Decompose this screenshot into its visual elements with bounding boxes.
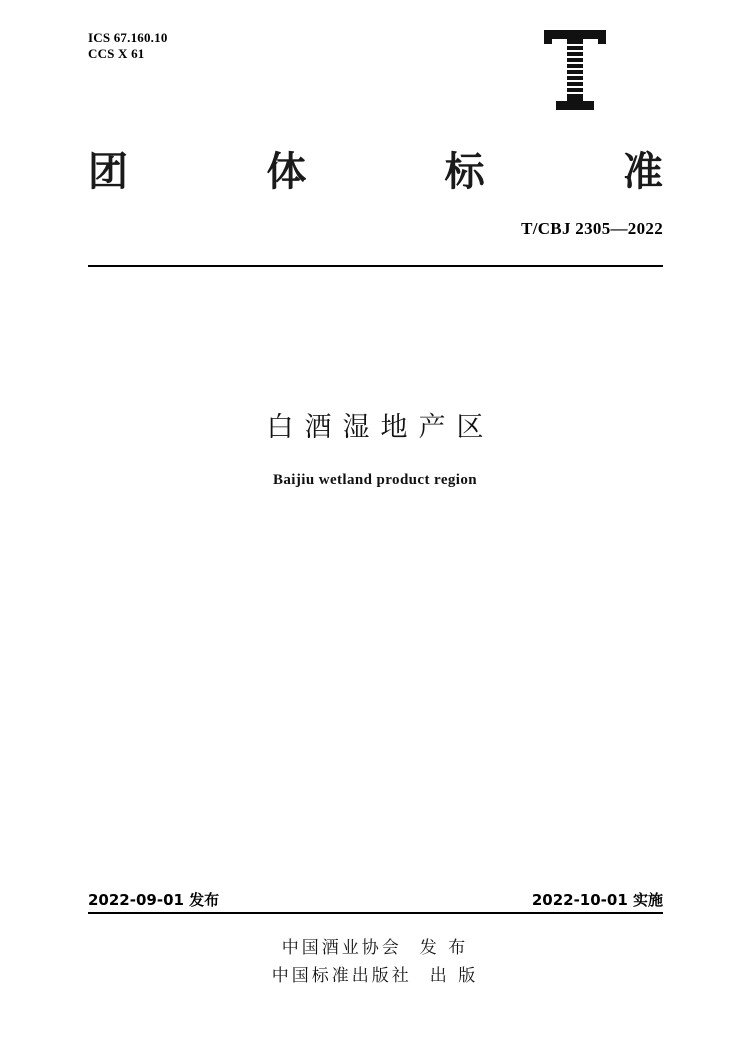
header-divider xyxy=(88,265,663,267)
publisher-action: 发 布 xyxy=(419,938,469,958)
issue-date: 2022-09-01 发布 xyxy=(88,891,220,909)
publisher-organization: 中国酒业协会 xyxy=(281,938,402,958)
page-title-char-3: 标 xyxy=(444,149,485,195)
page-title-char-1: 团 xyxy=(88,149,128,195)
page-title-char-4: 准 xyxy=(622,149,663,195)
publisher-organization: 中国标准出版社 xyxy=(271,966,412,986)
publisher-block xyxy=(0,934,750,990)
t-logo-icon xyxy=(540,28,610,114)
publisher-row xyxy=(0,934,750,962)
implementation-date: 2022-10-01 实施 xyxy=(531,891,663,909)
publisher-row xyxy=(0,962,750,990)
publisher-action: 出 版 xyxy=(429,966,479,986)
ccs-code: CCS X 61 xyxy=(88,46,145,61)
standard-number: T/CBJ 2305—2022 xyxy=(521,219,663,238)
page-title xyxy=(88,140,663,197)
document-title-chinese: 白酒湿地产区 xyxy=(266,412,495,443)
document-title-english: Baijiu wetland product region xyxy=(273,472,477,488)
classification-codes xyxy=(88,30,168,62)
page-title-char-2: 体 xyxy=(266,149,307,195)
ics-code: ICS 67.160.10 xyxy=(88,30,168,45)
footer-divider xyxy=(88,912,663,914)
